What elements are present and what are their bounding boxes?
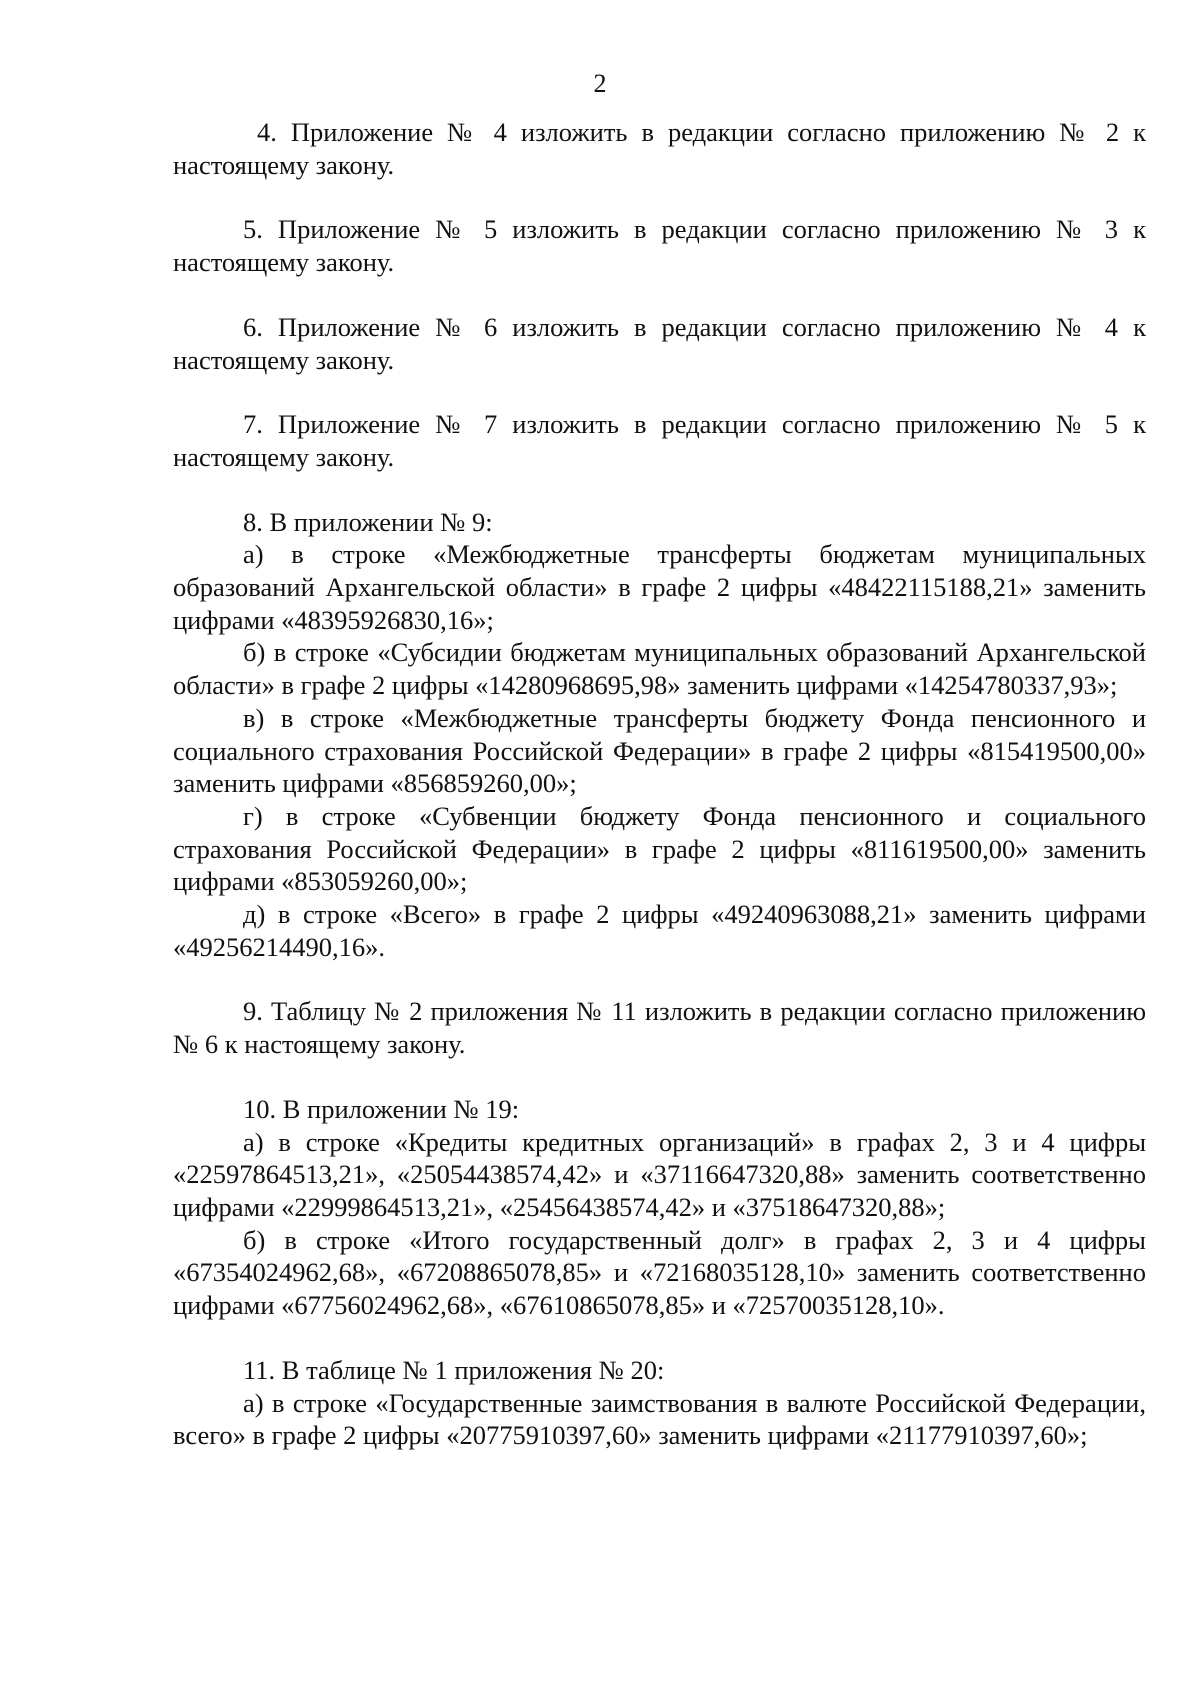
point-11-item-a: а) в строке «Государственные заимствования в валюте Российской Федерации, всего» в графе 2 цифры «20775910397,60» заменить цифрами «21177910397,60»; (173, 1387, 1146, 1451)
point-8-item-d: д) в строке «Всего» в графе 2 цифры «49240963088,21» заменить цифрами «49256214490,16». (173, 899, 1146, 962)
point-8-item-v: в) в строке «Межбюджетные трансферты бюджету Фонда пенсионного и социального страхования Российской Федерации» в графе 2 цифры «815419500,00» заменить цифрами «856859260,00»; (173, 702, 1146, 799)
point-10-heading: 10. В приложении № 19: (243, 1093, 520, 1124)
point-11 (173, 1354, 1146, 1452)
point-5 (173, 213, 1146, 278)
point-11-heading: 11. В таблице № 1 приложения № 20: (243, 1354, 665, 1385)
point-10-item-b: б) в строке «Итого государственный долг» в графах 2, 3 и 4 цифры «67354024962,68», «67208865078,85» и «72168035128,10» заменить соответственно цифрами «67756024962,68», «67610865078,85» и «72570035128,10». (173, 1224, 1146, 1321)
page-number: 2 (593, 69, 607, 98)
point-10-item-a: а) в строке «Кредиты кредитных организаций» в графах 2, 3 и 4 цифры «22597864513,21», «25054438574,42» и «37116647320,88» заменить соответственно цифрами «22999864513,21», «25456438574,42» и «37518647320,88»; (173, 1126, 1146, 1222)
point-4-text: 4. Приложение № 4 изложить в редакции согласно приложению № 2 к настоящему закону. (173, 117, 1146, 180)
point-5-text: 5. Приложение № 5 изложить в редакции согласно приложению № 3 к настоящему закону. (173, 214, 1146, 278)
point-7 (173, 408, 1146, 473)
point-8-item-b: б) в строке «Субсидии бюджетам муниципальных образований Архангельской области» в графе 2 цифры «14280968695,98» заменить цифрами «14254780337,93»; (173, 637, 1146, 701)
point-8-heading: 8. В приложении № 9: (243, 506, 493, 537)
point-8-item-a: а) в строке «Межбюджетные трансферты бюджетам муниципальных образований Архангельской области» в графе 2 цифры «48422115188,21» заменить цифрами «48395926830,16»; (173, 539, 1146, 635)
point-8 (173, 506, 1146, 964)
point-10 (173, 1093, 1146, 1322)
document-body (173, 116, 1146, 1484)
point-4 (173, 116, 1146, 181)
point-7-text: 7. Приложение № 7 изложить в редакции согласно приложению № 5 к настоящему закону. (173, 409, 1146, 472)
point-6 (173, 311, 1146, 376)
point-6-text: 6. Приложение № 6 изложить в редакции согласно приложению № 4 к настоящему закону. (173, 311, 1146, 375)
point-8-item-g: г) в строке «Субвенции бюджету Фонда пенсионного и социального страхования Российской Федерации» в графе 2 цифры «811619500,00» заменить цифрами «853059260,00»; (173, 800, 1146, 897)
point-9-text: 9. Таблицу № 2 приложения № 11 изложить в редакции согласно приложению № 6 к настоящему закону. (173, 996, 1146, 1060)
point-9 (173, 995, 1146, 1060)
